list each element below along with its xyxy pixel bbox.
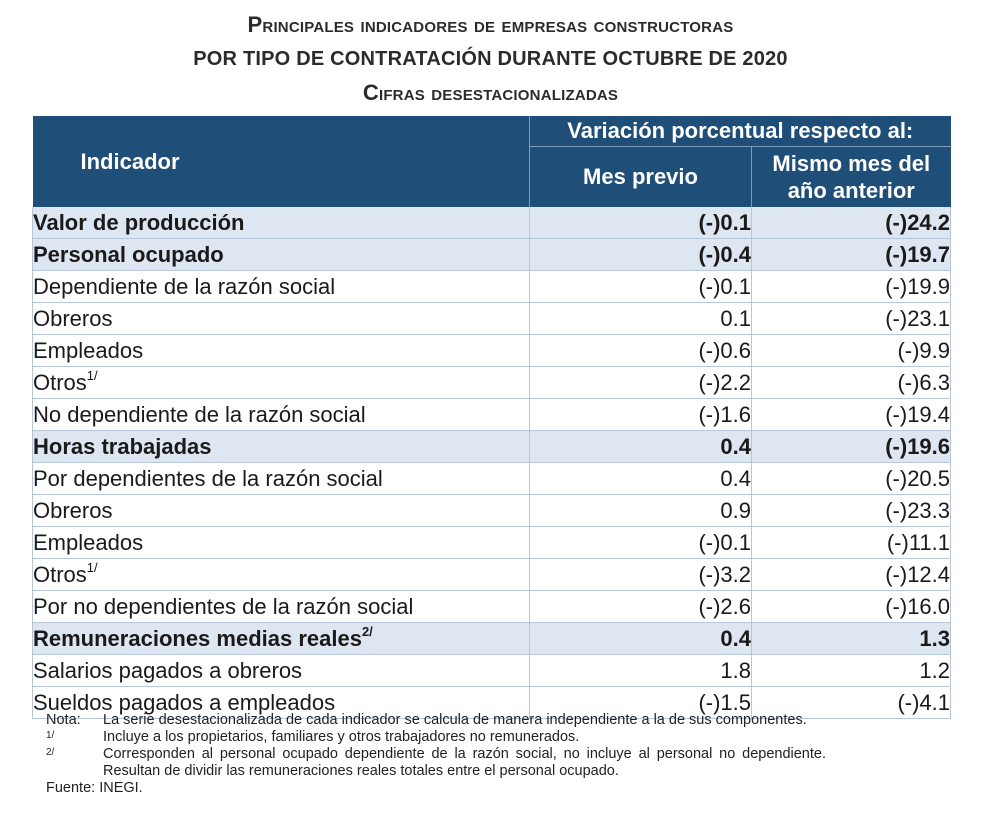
- row-label-text: Horas trabajadas: [33, 433, 212, 459]
- row-label-text: No dependiente de la razón social: [33, 401, 366, 427]
- value-mes-previo: (-)0.1: [530, 527, 752, 559]
- table-row: [33, 239, 951, 271]
- table-title: [0, 8, 981, 110]
- value-mes-previo: 0.4: [530, 623, 752, 655]
- table-body: [33, 207, 951, 719]
- note-2-key: 2/: [46, 747, 55, 758]
- value-mes-previo: (-)1.6: [530, 399, 752, 431]
- row-label-text: Por no dependientes de la razón social: [33, 593, 414, 619]
- row-label: [33, 655, 530, 687]
- row-label: [33, 367, 530, 399]
- value-mes-previo: (-)0.1: [530, 207, 752, 239]
- table-row: [33, 303, 951, 335]
- table-row: [33, 463, 951, 495]
- value-mismo-mes: 1.3: [752, 623, 951, 655]
- value-mismo-mes: (-)6.3: [752, 367, 951, 399]
- value-mes-previo: 0.1: [530, 303, 752, 335]
- table-row: [33, 207, 951, 239]
- title-line-1: Principales indicadores de empresas constructoras: [247, 12, 734, 37]
- row-label: [33, 303, 530, 335]
- header-mismo-mes: [752, 147, 951, 208]
- note-2: [46, 746, 826, 780]
- row-label-text: Otros: [33, 561, 87, 587]
- row-label: [33, 271, 530, 303]
- row-label-text: Remuneraciones medias reales: [33, 625, 362, 651]
- row-label-text: Personal ocupado: [33, 241, 224, 267]
- row-label-text: Otros: [33, 369, 87, 395]
- value-mismo-mes: (-)11.1: [752, 527, 951, 559]
- value-mismo-mes: (-)24.2: [752, 207, 951, 239]
- row-label: [33, 559, 530, 591]
- row-label: [33, 495, 530, 527]
- header-mes-previo: Mes previo: [530, 147, 752, 208]
- table-row: [33, 399, 951, 431]
- value-mismo-mes: (-)12.4: [752, 559, 951, 591]
- table-row: [33, 623, 951, 655]
- row-label: [33, 591, 530, 623]
- value-mismo-mes: (-)16.0: [752, 591, 951, 623]
- value-mismo-mes: 1.2: [752, 655, 951, 687]
- value-mismo-mes: (-)19.4: [752, 399, 951, 431]
- value-mes-previo: (-)2.2: [530, 367, 752, 399]
- title-line-3: Cifras desestacionalizadas: [362, 80, 619, 105]
- row-label-text: Por dependientes de la razón social: [33, 465, 383, 491]
- note-1: [46, 729, 826, 746]
- value-mes-previo: 1.8: [530, 655, 752, 687]
- row-label: [33, 431, 530, 463]
- note-2-text: Corresponden al personal ocupado dependiente de la razón social, no incluye al personal no dependiente. Resultan de dividir las remuneraciones reales totales entre el personal ocupado.: [103, 746, 826, 779]
- row-label: [33, 335, 530, 367]
- value-mes-previo: (-)3.2: [530, 559, 752, 591]
- row-label-text: Empleados: [33, 529, 144, 555]
- value-mismo-mes: (-)19.6: [752, 431, 951, 463]
- row-label: [33, 623, 530, 655]
- table-row: [33, 271, 951, 303]
- value-mes-previo: (-)1.5: [530, 687, 752, 719]
- value-mismo-mes: (-)20.5: [752, 463, 951, 495]
- title-line-2: POR TIPO DE CONTRATACIÓN DURANTE OCTUBRE DE 2020: [193, 48, 788, 70]
- header-indicador: Indicador: [33, 116, 530, 207]
- value-mismo-mes: (-)19.9: [752, 271, 951, 303]
- value-mes-previo: (-)0.1: [530, 271, 752, 303]
- footnote-ref: 1/: [86, 367, 98, 383]
- row-label-text: Salarios pagados a obreros: [33, 657, 303, 683]
- row-label-text: Obreros: [33, 497, 113, 523]
- value-mes-previo: (-)2.6: [530, 591, 752, 623]
- row-label: [33, 527, 530, 559]
- row-label: [33, 207, 530, 239]
- table-row: [33, 655, 951, 687]
- value-mismo-mes: (-)23.1: [752, 303, 951, 335]
- footnote-ref: 2/: [361, 623, 373, 639]
- row-label-text: Sueldos pagados a empleados: [33, 689, 336, 715]
- value-mismo-mes: (-)19.7: [752, 239, 951, 271]
- value-mes-previo: 0.9: [530, 495, 752, 527]
- table-row: [33, 527, 951, 559]
- table-row: [33, 367, 951, 399]
- note-1-text: Incluye a los propietarios, familiares y otros trabajadores no remunerados.: [103, 729, 580, 745]
- table-row: [33, 431, 951, 463]
- row-label-text: Valor de producción: [33, 209, 245, 235]
- value-mes-previo: 0.4: [530, 463, 752, 495]
- note-key: Nota:: [46, 712, 81, 728]
- row-label-text: Empleados: [33, 337, 144, 363]
- value-mismo-mes: (-)23.3: [752, 495, 951, 527]
- row-label: [33, 239, 530, 271]
- table-row: [33, 591, 951, 623]
- row-label-text: Obreros: [33, 305, 113, 331]
- table-row: [33, 335, 951, 367]
- header-mismo-mes-line-2: año anterior: [787, 178, 915, 203]
- value-mismo-mes: (-)9.9: [752, 335, 951, 367]
- note-text: La serie desestacionalizada de cada indicador se calcula de manera independiente a la de sus componentes.: [103, 712, 807, 728]
- value-mes-previo: 0.4: [530, 431, 752, 463]
- footnote-ref: 1/: [86, 559, 98, 575]
- note-general: [46, 712, 826, 729]
- row-label: [33, 399, 530, 431]
- table-row: [33, 495, 951, 527]
- row-label-text: Dependiente de la razón social: [33, 273, 336, 299]
- footnotes: [46, 712, 826, 797]
- value-mes-previo: (-)0.4: [530, 239, 752, 271]
- note-1-key: 1/: [46, 730, 55, 741]
- value-mes-previo: (-)0.6: [530, 335, 752, 367]
- indicators-table: [32, 116, 951, 719]
- header-variacion: Variación porcentual respecto al:: [530, 116, 951, 147]
- table-row: [33, 559, 951, 591]
- source: Fuente: INEGI.: [46, 780, 143, 796]
- header-mismo-mes-line-1: Mismo mes del: [772, 151, 931, 176]
- value-mismo-mes: (-)4.1: [752, 687, 951, 719]
- row-label: [33, 463, 530, 495]
